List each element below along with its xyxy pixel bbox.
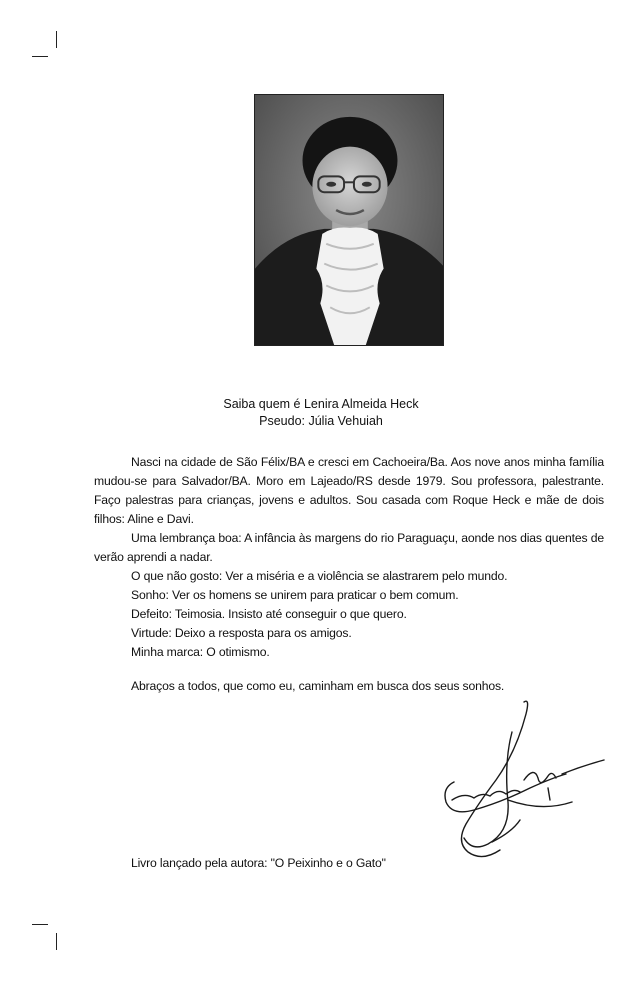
biography-paragraph: Nasci na cidade de São Félix/BA e cresci em Cachoeira/Ba. Aos nove anos minha família mudou-se para Salvador/BA. Moro em Lajeado/RS desde 1979. Sou professora, palestrante. Faço palestras para crianças, jovens e adultos. Sou casada com Roque Heck e mãe de dois filhos: Aline e Davi. (94, 455, 604, 526)
crop-mark-bottom-horizontal (32, 924, 48, 925)
author-portrait-photo (254, 94, 444, 346)
flaw-line: Defeito: Teimosia. Insisto até conseguir o que quero. (131, 607, 407, 621)
closing-greeting: Abraços a todos, que como eu, caminham em busca dos seus sonhos. (131, 679, 505, 693)
profile-pseudonym: Pseudo: Júlia Vehuiah (259, 414, 383, 428)
author-signature (412, 692, 616, 868)
book-launch-note: Livro lançado pela autora: "O Peixinho e o Gato" (131, 856, 386, 870)
crop-mark-bottom-vertical (56, 933, 57, 950)
profile-heading (0, 396, 642, 430)
crop-mark-top-horizontal (32, 56, 48, 57)
memory-paragraph: Uma lembrança boa: A infância às margens do rio Paraguaçu, aonde nos dias quentes de verão aprendi a nadar. (94, 531, 604, 564)
crop-mark-top-vertical (56, 31, 57, 48)
dream-line: Sonho: Ver os homens se unirem para praticar o bem comum. (131, 588, 459, 602)
trademark-line: Minha marca: O otimismo. (131, 645, 270, 659)
biography-text (94, 453, 604, 662)
virtue-line: Virtude: Deixo a resposta para os amigos. (131, 626, 352, 640)
signature-drawing (412, 692, 616, 868)
portrait-illustration (255, 95, 443, 345)
dislike-line: O que não gosto: Ver a miséria e a violência se alastrarem pelo mundo. (131, 569, 508, 583)
profile-title: Saiba quem é Lenira Almeida Heck (223, 397, 419, 411)
